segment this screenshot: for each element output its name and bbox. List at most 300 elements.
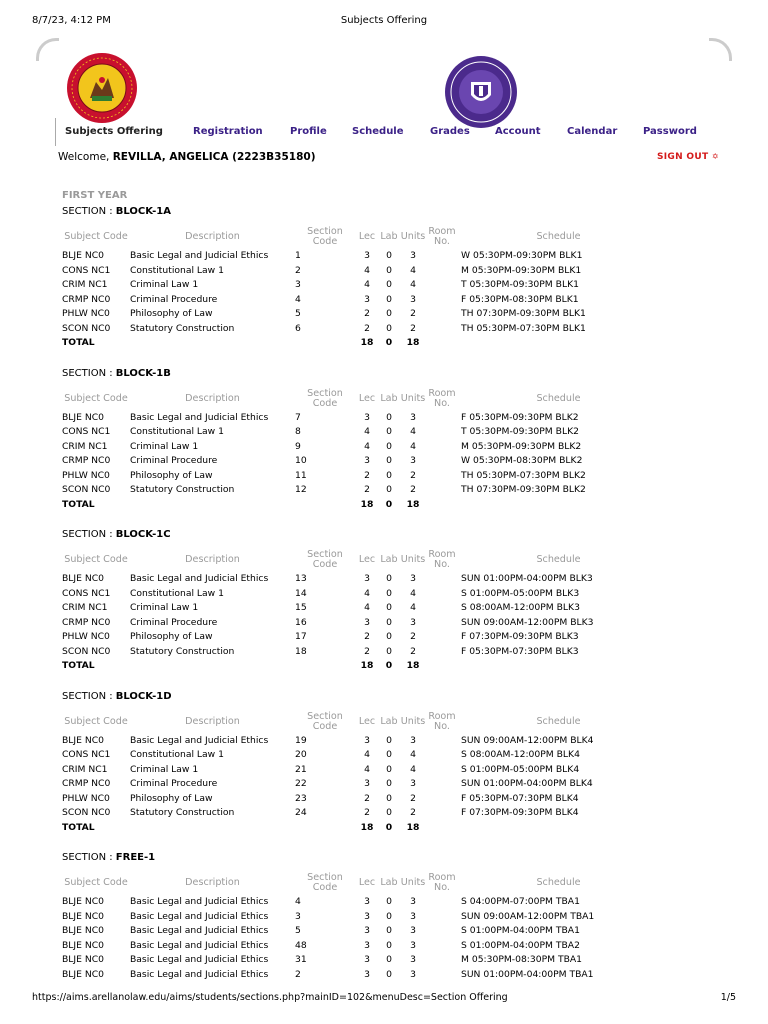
cell-units: 4: [410, 749, 416, 760]
cell-lab: 0: [386, 573, 392, 584]
cell-desc: Statutory Construction: [130, 645, 235, 657]
cell-room: [427, 616, 457, 631]
cell-units: 2: [410, 807, 416, 818]
cell-units: 3: [410, 293, 416, 305]
table-row: [62, 278, 656, 293]
cell-lec: 3: [364, 573, 370, 584]
column-header-code: Subject Code: [64, 877, 128, 888]
cell-sched: S 01:00PM-04:00PM TBA1: [461, 925, 580, 936]
cell-sched: W 05:30PM-09:30PM BLK1: [461, 250, 583, 261]
column-header-lab: Lab: [380, 877, 398, 888]
column-header-sec: Section Code: [307, 549, 343, 570]
table-row: [62, 322, 656, 337]
cell-units: 3: [410, 925, 416, 936]
total-lec: 18: [360, 660, 374, 671]
cell-room: [427, 895, 457, 910]
cell-lec: 3: [364, 910, 370, 922]
cell-room: [427, 968, 457, 983]
cell-lec: 3: [364, 939, 370, 951]
cell-sched: M 05:30PM-09:30PM BLK1: [461, 264, 582, 276]
cell-desc: Criminal Law 1: [130, 602, 199, 613]
cell-lec: 4: [364, 763, 370, 775]
nav-profile[interactable]: Profile: [290, 126, 327, 137]
cell-units: 3: [410, 968, 416, 980]
nav-password[interactable]: Password: [643, 126, 697, 137]
cell-code: BLJE NC0: [62, 939, 104, 951]
cell-desc: Constitutional Law 1: [130, 587, 224, 599]
section-name: BLOCK-1D: [115, 690, 172, 702]
cell-desc: Basic Legal and Judicial Ethics: [130, 411, 269, 423]
cell-code: BLJE NC0: [62, 968, 104, 980]
cell-lec: 3: [364, 411, 370, 423]
column-header-code: Subject Code: [64, 715, 128, 727]
cell-lec: 3: [364, 455, 370, 466]
welcome-prefix: Welcome,: [58, 151, 113, 163]
cell-lab: 0: [386, 616, 392, 628]
table-row: [62, 630, 656, 645]
cell-sched: TH 05:30PM-07:30PM BLK1: [461, 322, 586, 334]
table-row: [62, 924, 656, 939]
cell-desc: Criminal Law 1: [130, 440, 199, 452]
subjects-table: [62, 710, 656, 836]
cell-lab: 0: [386, 279, 392, 290]
cell-sched: S 01:00PM-05:00PM BLK3: [461, 587, 580, 599]
cell-desc: Basic Legal and Judicial Ethics: [130, 573, 269, 584]
section-block: [62, 691, 722, 836]
column-header-sec: Section Code: [307, 226, 343, 247]
column-header-lec: Lec: [358, 877, 376, 888]
total-units: 18: [406, 660, 420, 671]
column-header-lec: Lec: [358, 715, 376, 727]
section-block: [62, 529, 722, 674]
column-header-units: Units: [400, 554, 426, 565]
column-header-units: Units: [400, 715, 426, 727]
cell-lec: 4: [364, 749, 370, 760]
cell-lab: 0: [386, 910, 392, 922]
cell-lec: 3: [364, 968, 370, 980]
cell-room: [427, 777, 457, 792]
cell-units: 2: [410, 645, 416, 657]
cell-code: SCON NC0: [62, 807, 111, 818]
panel-corner-left: [36, 38, 59, 61]
cell-sched: SUN 09:00AM-12:00PM TBA1: [461, 910, 595, 922]
table-row: [62, 792, 656, 807]
cell-lec: 2: [364, 645, 370, 657]
cell-room: [427, 645, 457, 660]
column-header-lab: Lab: [380, 554, 398, 565]
cell-lec: 2: [364, 807, 370, 818]
column-header-room: Room No.: [428, 226, 456, 247]
subjects-table: [62, 387, 656, 513]
cell-code: SCON NC0: [62, 484, 111, 495]
cell-sched: SUN 01:00PM-04:00PM BLK3: [461, 573, 593, 584]
cell-desc: Philosophy of Law: [130, 469, 213, 481]
cell-desc: Basic Legal and Judicial Ethics: [130, 896, 269, 907]
cell-units: 3: [410, 910, 416, 922]
cell-code: BLJE NC0: [62, 573, 104, 584]
cell-units: 4: [410, 587, 416, 599]
total-lab: 0: [385, 660, 393, 671]
cell-sec: 6: [295, 322, 301, 334]
cell-sec: 31: [295, 954, 307, 965]
cell-sec: 3: [295, 910, 301, 922]
cell-sched: W 05:30PM-08:30PM BLK2: [461, 455, 583, 466]
sign-out-label: SIGN OUT: [657, 152, 709, 162]
column-header-room: Room No.: [428, 872, 456, 893]
cell-units: 2: [410, 469, 416, 481]
total-lec: 18: [360, 337, 374, 348]
cell-lab: 0: [386, 308, 392, 319]
column-header-desc: Description: [185, 231, 240, 242]
cell-desc: Constitutional Law 1: [130, 749, 224, 760]
cell-desc: Philosophy of Law: [130, 792, 213, 804]
cell-room: [427, 806, 457, 821]
table-row: [62, 293, 656, 308]
cell-sched: F 05:30PM-07:30PM BLK3: [461, 645, 579, 657]
cell-desc: Basic Legal and Judicial Ethics: [130, 925, 269, 936]
cell-lec: 3: [364, 925, 370, 936]
column-header-room: Room No.: [428, 549, 456, 570]
cell-code: CRIM NC1: [62, 279, 108, 290]
cell-units: 4: [410, 602, 416, 613]
cell-code: CONS NC1: [62, 749, 111, 760]
column-header-sec: Section Code: [307, 387, 343, 409]
cell-code: CRMP NC0: [62, 616, 111, 628]
cell-code: PHLW NC0: [62, 792, 110, 804]
cell-units: 3: [410, 939, 416, 951]
cell-room: [427, 763, 457, 778]
column-header-desc: Description: [185, 877, 240, 888]
sign-out-icon: ✡: [711, 152, 719, 161]
cell-lab: 0: [386, 763, 392, 775]
section-name: BLOCK-1A: [115, 206, 172, 217]
table-row: [62, 953, 656, 968]
cell-sec: 4: [295, 293, 301, 305]
cell-sec: 1: [295, 250, 301, 261]
column-header-sched: Schedule: [536, 392, 581, 404]
section-prefix: SECTION :: [62, 852, 116, 863]
cell-code: PHLW NC0: [62, 631, 110, 642]
cell-lab: 0: [386, 778, 392, 789]
table-row: [62, 425, 656, 440]
cell-sched: M 05:30PM-08:30PM TBA1: [461, 954, 583, 965]
cell-sched: SUN 09:00AM-12:00PM BLK4: [461, 734, 594, 746]
cell-desc: Criminal Law 1: [130, 763, 199, 775]
section-block: [62, 206, 722, 351]
cell-code: SCON NC0: [62, 322, 111, 334]
section-title: [62, 206, 722, 217]
section-title: [62, 368, 722, 379]
table-row: [62, 454, 656, 469]
cell-room: [427, 572, 457, 587]
nav-registration[interactable]: Registration: [193, 126, 263, 137]
cell-desc: Constitutional Law 1: [130, 426, 224, 437]
total-row: [62, 821, 656, 836]
cell-desc: Basic Legal and Judicial Ethics: [130, 939, 269, 951]
nav-grades[interactable]: Grades: [430, 126, 470, 137]
student-name: REVILLA, ANGELICA (2223B35180): [112, 151, 316, 163]
cell-sec: 14: [295, 587, 307, 599]
table-row: [62, 249, 656, 264]
cell-desc: Constitutional Law 1: [130, 264, 224, 276]
cell-lec: 4: [364, 587, 370, 599]
column-header-sched: Schedule: [536, 877, 581, 888]
table-row: [62, 264, 656, 279]
section-block: [62, 368, 722, 513]
cell-room: [427, 293, 457, 308]
cell-units: 4: [410, 440, 416, 452]
cell-units: 3: [410, 250, 416, 261]
nav-calendar[interactable]: Calendar: [567, 126, 618, 137]
table-row: [62, 587, 656, 602]
cell-lab: 0: [386, 939, 392, 951]
column-header-desc: Description: [185, 554, 240, 565]
cell-room: [427, 411, 457, 426]
nav-schedule[interactable]: Schedule: [352, 126, 404, 137]
cell-units: 4: [410, 426, 416, 437]
total-row: [62, 659, 656, 674]
cell-lec: 3: [364, 778, 370, 789]
cell-lab: 0: [386, 602, 392, 613]
cell-sec: 2: [295, 264, 301, 276]
table-row: [62, 616, 656, 631]
cell-lab: 0: [386, 426, 392, 437]
cell-lec: 3: [364, 293, 370, 305]
total-units: 18: [406, 337, 420, 348]
print-page-title: Subjects Offering: [340, 15, 428, 26]
table-row: [62, 601, 656, 616]
cell-room: [427, 483, 457, 498]
cell-code: CRIM NC1: [62, 763, 108, 775]
column-header-lab: Lab: [380, 392, 398, 404]
column-header-lec: Lec: [358, 231, 376, 242]
cell-lec: 3: [364, 896, 370, 907]
subjects-offering-content: [62, 190, 722, 999]
cell-units: 3: [410, 455, 416, 466]
column-header-sec: Section Code: [307, 872, 343, 893]
cell-room: [427, 630, 457, 645]
cell-units: 2: [410, 631, 416, 642]
total-row: [62, 498, 656, 513]
cell-sec: 48: [295, 939, 307, 951]
panel-corner-right: [709, 38, 732, 61]
cell-desc: Basic Legal and Judicial Ethics: [130, 734, 269, 746]
cell-sec: 9: [295, 440, 301, 452]
column-header-code: Subject Code: [64, 231, 128, 242]
cell-room: [427, 264, 457, 279]
cell-lec: 4: [364, 602, 370, 613]
cell-units: 2: [410, 792, 416, 804]
cell-units: 4: [410, 279, 416, 290]
column-header-sched: Schedule: [536, 715, 581, 727]
cell-sched: S 08:00AM-12:00PM BLK3: [461, 602, 580, 613]
cell-room: [427, 307, 457, 322]
cell-sched: M 05:30PM-09:30PM BLK2: [461, 440, 582, 452]
cell-lab: 0: [386, 954, 392, 965]
table-row: [62, 645, 656, 660]
cell-code: BLJE NC0: [62, 411, 104, 423]
cell-sched: F 05:30PM-08:30PM BLK1: [461, 293, 579, 305]
cell-sec: 15: [295, 602, 307, 613]
column-header-sched: Schedule: [536, 554, 581, 565]
table-row: [62, 748, 656, 763]
cell-room: [427, 249, 457, 264]
cell-code: CRIM NC1: [62, 602, 108, 613]
cell-code: BLJE NC0: [62, 734, 104, 746]
cell-code: CONS NC1: [62, 264, 111, 276]
cell-sec: 24: [295, 807, 307, 818]
cell-sec: 11: [295, 469, 307, 481]
section-prefix: SECTION :: [62, 529, 116, 540]
total-label: TOTAL: [62, 660, 95, 671]
column-header-lab: Lab: [380, 231, 398, 242]
cell-desc: Criminal Procedure: [130, 455, 218, 466]
print-url: https://aims.arellanolaw.edu/aims/students/sections.php?mainID=102&menuDesc=Section Offering: [32, 992, 508, 1003]
cell-units: 3: [410, 616, 416, 628]
nav-account[interactable]: Account: [495, 126, 541, 137]
cell-sched: SUN 09:00AM-12:00PM BLK3: [461, 616, 594, 628]
total-lab: 0: [385, 337, 393, 348]
table-row: [62, 777, 656, 792]
year-label: FIRST YEAR: [62, 190, 128, 201]
table-row: [62, 895, 656, 910]
cell-room: [427, 440, 457, 455]
cell-lab: 0: [386, 734, 392, 746]
table-row: [62, 307, 656, 322]
cell-sec: 16: [295, 616, 307, 628]
cell-room: [427, 924, 457, 939]
subjects-table: [62, 871, 656, 982]
cell-code: BLJE NC0: [62, 954, 104, 965]
column-header-room: Room No.: [428, 710, 456, 732]
cell-room: [427, 939, 457, 954]
cell-desc: Statutory Construction: [130, 484, 235, 495]
cell-sched: SUN 01:00PM-04:00PM TBA1: [461, 968, 594, 980]
total-units: 18: [406, 821, 420, 833]
cell-lab: 0: [386, 322, 392, 334]
table-row: [62, 734, 656, 749]
section-prefix: SECTION :: [62, 206, 116, 217]
table-row: [62, 572, 656, 587]
cell-code: PHLW NC0: [62, 469, 110, 481]
sign-out-button[interactable]: [657, 152, 719, 162]
table-row: [62, 939, 656, 954]
cell-sec: 4: [295, 896, 301, 907]
cell-lec: 3: [364, 616, 370, 628]
cell-lec: 2: [364, 484, 370, 495]
cell-lab: 0: [386, 749, 392, 760]
cell-lab: 0: [386, 411, 392, 423]
total-lec: 18: [360, 498, 374, 510]
cell-lec: 2: [364, 469, 370, 481]
column-header-units: Units: [400, 231, 426, 242]
cell-desc: Statutory Construction: [130, 322, 235, 334]
cell-sec: 3: [295, 279, 301, 290]
main-nav: [55, 118, 721, 146]
cell-sched: S 04:00PM-07:00PM TBA1: [461, 896, 580, 907]
column-header-desc: Description: [185, 715, 240, 727]
cell-lab: 0: [386, 631, 392, 642]
cell-units: 4: [410, 763, 416, 775]
cell-desc: Criminal Procedure: [130, 616, 218, 628]
column-header-lec: Lec: [358, 392, 376, 404]
cell-units: 3: [410, 954, 416, 965]
cell-code: CRMP NC0: [62, 455, 111, 466]
print-datetime: 8/7/23, 4:12 PM: [32, 15, 111, 26]
cell-units: 2: [410, 308, 416, 319]
cell-lec: 4: [364, 279, 370, 290]
cell-sec: 7: [295, 411, 301, 423]
cell-units: 4: [410, 264, 416, 276]
cell-sched: S 01:00PM-04:00PM TBA2: [461, 939, 580, 951]
section-name: BLOCK-1C: [115, 529, 171, 540]
cell-units: 3: [410, 573, 416, 584]
subjects-table: [62, 548, 656, 674]
cell-lab: 0: [386, 896, 392, 907]
cell-lec: 2: [364, 322, 370, 334]
cell-lec: 2: [364, 792, 370, 804]
cell-sec: 2: [295, 968, 301, 980]
total-lab: 0: [385, 821, 393, 833]
cell-lab: 0: [386, 968, 392, 980]
table-row: [62, 469, 656, 484]
cell-desc: Basic Legal and Judicial Ethics: [130, 954, 269, 965]
cell-room: [427, 587, 457, 602]
cell-room: [427, 748, 457, 763]
cell-sec: 21: [295, 763, 307, 775]
nav-subjects-offering[interactable]: Subjects Offering: [65, 126, 163, 137]
cell-sched: F 05:30PM-09:30PM BLK2: [461, 411, 579, 423]
column-header-units: Units: [400, 392, 426, 404]
cell-code: BLJE NC0: [62, 925, 104, 936]
cell-sched: F 07:30PM-09:30PM BLK3: [461, 631, 579, 642]
cell-room: [427, 734, 457, 749]
cell-code: CONS NC1: [62, 587, 111, 599]
column-header-lab: Lab: [380, 715, 398, 727]
cell-sec: 23: [295, 792, 307, 804]
cell-desc: Criminal Law 1: [130, 279, 199, 290]
print-header: [32, 15, 736, 29]
cell-room: [427, 322, 457, 337]
cell-code: CRIM NC1: [62, 440, 108, 452]
section-name: BLOCK-1B: [115, 367, 171, 379]
cell-units: 3: [410, 734, 416, 746]
cell-room: [427, 469, 457, 484]
cell-units: 2: [410, 322, 416, 334]
cell-sched: F 05:30PM-07:30PM BLK4: [461, 792, 579, 804]
cell-room: [427, 792, 457, 807]
cell-sched: T 05:30PM-09:30PM BLK2: [461, 426, 579, 437]
cell-room: [427, 601, 457, 616]
cell-sec: 12: [295, 484, 307, 495]
cell-lab: 0: [386, 792, 392, 804]
cell-code: CONS NC1: [62, 426, 111, 437]
cell-units: 2: [410, 484, 416, 495]
cell-units: 3: [410, 778, 416, 789]
print-page-number: 1/5: [720, 992, 736, 1003]
cell-room: [427, 953, 457, 968]
section-name: FREE-1: [115, 852, 156, 863]
cell-desc: Philosophy of Law: [130, 308, 213, 319]
cell-lec: 3: [364, 734, 370, 746]
section-block: [62, 852, 722, 982]
column-header-code: Subject Code: [64, 392, 128, 404]
cell-units: 3: [410, 411, 416, 423]
column-header-sched: Schedule: [536, 231, 581, 242]
cell-room: [427, 425, 457, 440]
cell-sched: T 05:30PM-09:30PM BLK1: [461, 279, 579, 290]
cell-desc: Basic Legal and Judicial Ethics: [130, 250, 269, 261]
